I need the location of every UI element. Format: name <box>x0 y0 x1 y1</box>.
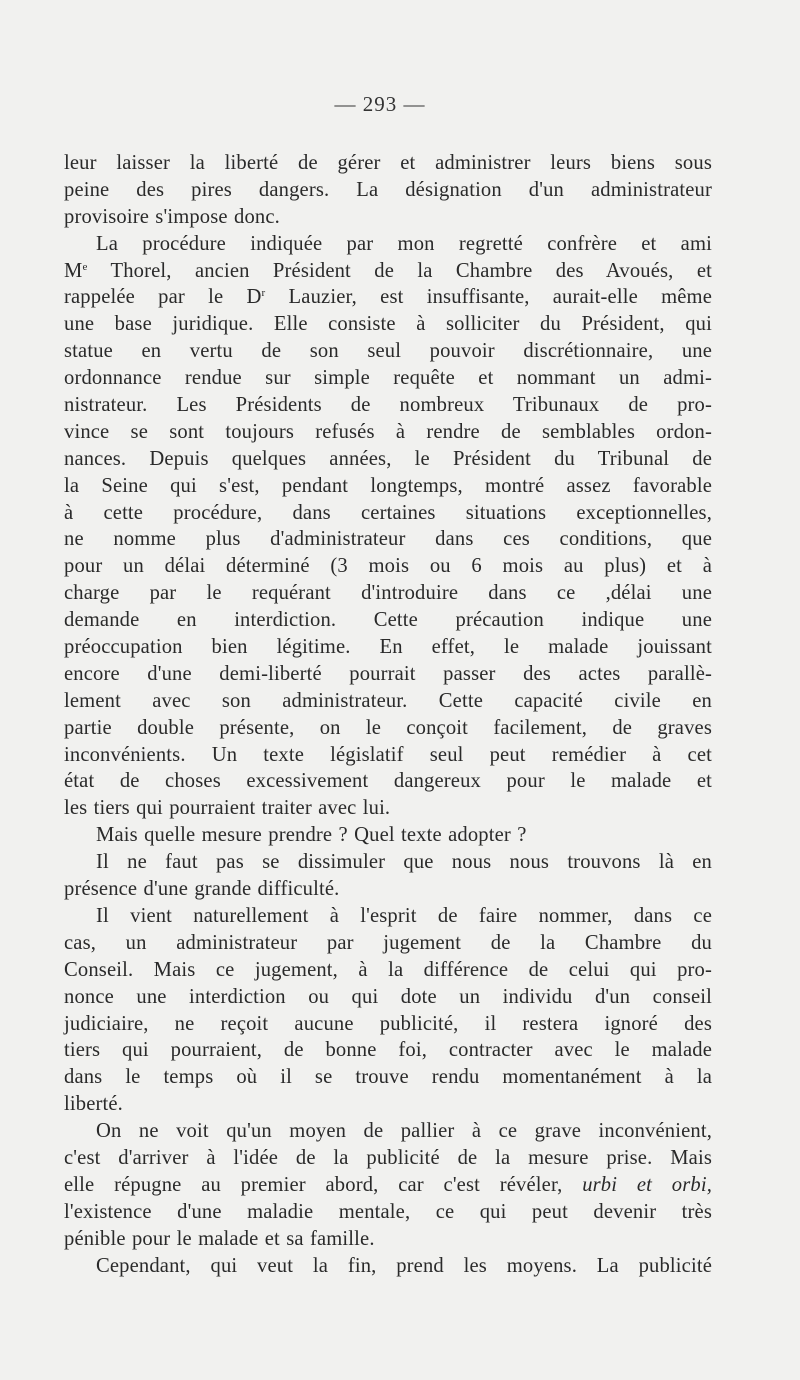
body-text <box>64 150 712 1279</box>
text-line: vince se sont toujours refusés à rendre de semblables ordon- <box>64 420 712 443</box>
text-line: pénible pour le malade et sa famille. <box>64 1227 375 1250</box>
line-text: Thorel, ancien Président de la Chambre des Avoués, et <box>87 259 712 282</box>
text-line: pour un délai déterminé (3 mois ou 6 mois au plus) et à <box>64 555 712 578</box>
text-line: c'est d'arriver à l'idée de la publicité de la mesure prise. Mais <box>64 1146 712 1169</box>
text-line: une base juridique. Elle consiste à solliciter du Président, qui <box>64 313 712 336</box>
text-line: ordonnance rendue sur simple requête et nommant un admi- <box>64 367 712 390</box>
text-line <box>64 1172 712 1199</box>
text-line: judiciaire, ne reçoit aucune publicité, il restera ignoré des <box>64 1012 712 1035</box>
text-line: provisoire s'impose donc. <box>64 205 280 228</box>
text-line: cas, un administrateur par jugement de la Chambre du <box>64 931 712 954</box>
text-line: présence d'une grande difficulté. <box>64 878 340 901</box>
text-line: Cependant, qui veut la fin, prend les moyens. La publicité <box>96 1254 712 1277</box>
text-line: partie double présente, on le conçoit facilement, de graves <box>64 716 712 739</box>
text-line: les tiers qui pourraient traiter avec lui. <box>64 797 391 820</box>
text-line: La procédure indiquée par mon regretté confrère et ami <box>96 232 712 255</box>
line-text: M <box>64 259 83 282</box>
text-line: Il vient naturellement à l'esprit de faire nommer, dans ce <box>96 904 712 927</box>
page-number: — 293 — <box>334 92 426 116</box>
text-line: tiers qui pourraient, de bonne foi, contracter avec le malade <box>64 1039 712 1062</box>
italic-phrase: urbi et orbi, <box>582 1173 713 1196</box>
text-line: état de choses excessivement dangereux pour le malade et <box>64 770 712 793</box>
text-line <box>64 258 712 285</box>
text-line: l'existence d'une maladie mentale, ce qui peut devenir très <box>64 1200 712 1223</box>
text-line: lement avec son administrateur. Cette capacité civile en <box>64 689 712 712</box>
text-line: à cette procédure, dans certaines situations exceptionnelles, <box>64 501 712 524</box>
text-line: Mais quelle mesure prendre ? Quel texte adopter ? <box>96 824 527 847</box>
text-line: demande en interdiction. Cette précaution indique une <box>64 609 712 632</box>
text-line: dans le temps où il se trouve rendu momentanément à la <box>64 1066 712 1089</box>
text-line: Il ne faut pas se dissimuler que nous nous trouvons là en <box>96 851 712 874</box>
text-line: Conseil. Mais ce jugement, à la différence de celui qui pro- <box>64 958 712 981</box>
text-line: leur laisser la liberté de gérer et administrer leurs biens sous <box>64 152 712 174</box>
text-line: la Seine qui s'est, pendant longtemps, montré assez favorable <box>64 474 712 497</box>
text-line: encore d'une demi-liberté pourrait passer des actes parallè- <box>64 662 712 685</box>
text-line <box>64 284 712 311</box>
text-line: nonce une interdiction ou qui dote un individu d'un conseil <box>64 985 712 1008</box>
text-line: nances. Depuis quelques années, le Président du Tribunal de <box>64 447 712 470</box>
line-text: rappelée par le D <box>64 286 262 309</box>
text-line: ne nomme plus d'administrateur dans ces conditions, que <box>64 528 712 551</box>
line-text: elle répugne au premier abord, car c'est révéler, <box>64 1173 583 1196</box>
text-line: liberté. <box>64 1093 123 1116</box>
text-line: inconvénients. Un texte législatif seul peut remédier à cet <box>64 743 712 766</box>
text-line: préoccupation bien légitime. En effet, le malade jouissant <box>64 636 712 659</box>
line-text: Lauzier, est insuffisante, aurait-elle même <box>265 286 712 309</box>
superscript: r <box>261 287 266 300</box>
superscript: e <box>82 260 88 273</box>
text-line: peine des pires dangers. La désignation d'un administrateur <box>64 178 712 201</box>
text-line: statue en vertu de son seul pouvoir discrétionnaire, une <box>64 340 712 363</box>
text-line: On ne voit qu'un moyen de pallier à ce grave inconvénient, <box>96 1120 712 1143</box>
text-line: charge par le requérant d'introduire dans ce ,délai une <box>64 582 712 605</box>
text-line: nistrateur. Les Présidents de nombreux Tribunaux de pro- <box>64 394 712 417</box>
